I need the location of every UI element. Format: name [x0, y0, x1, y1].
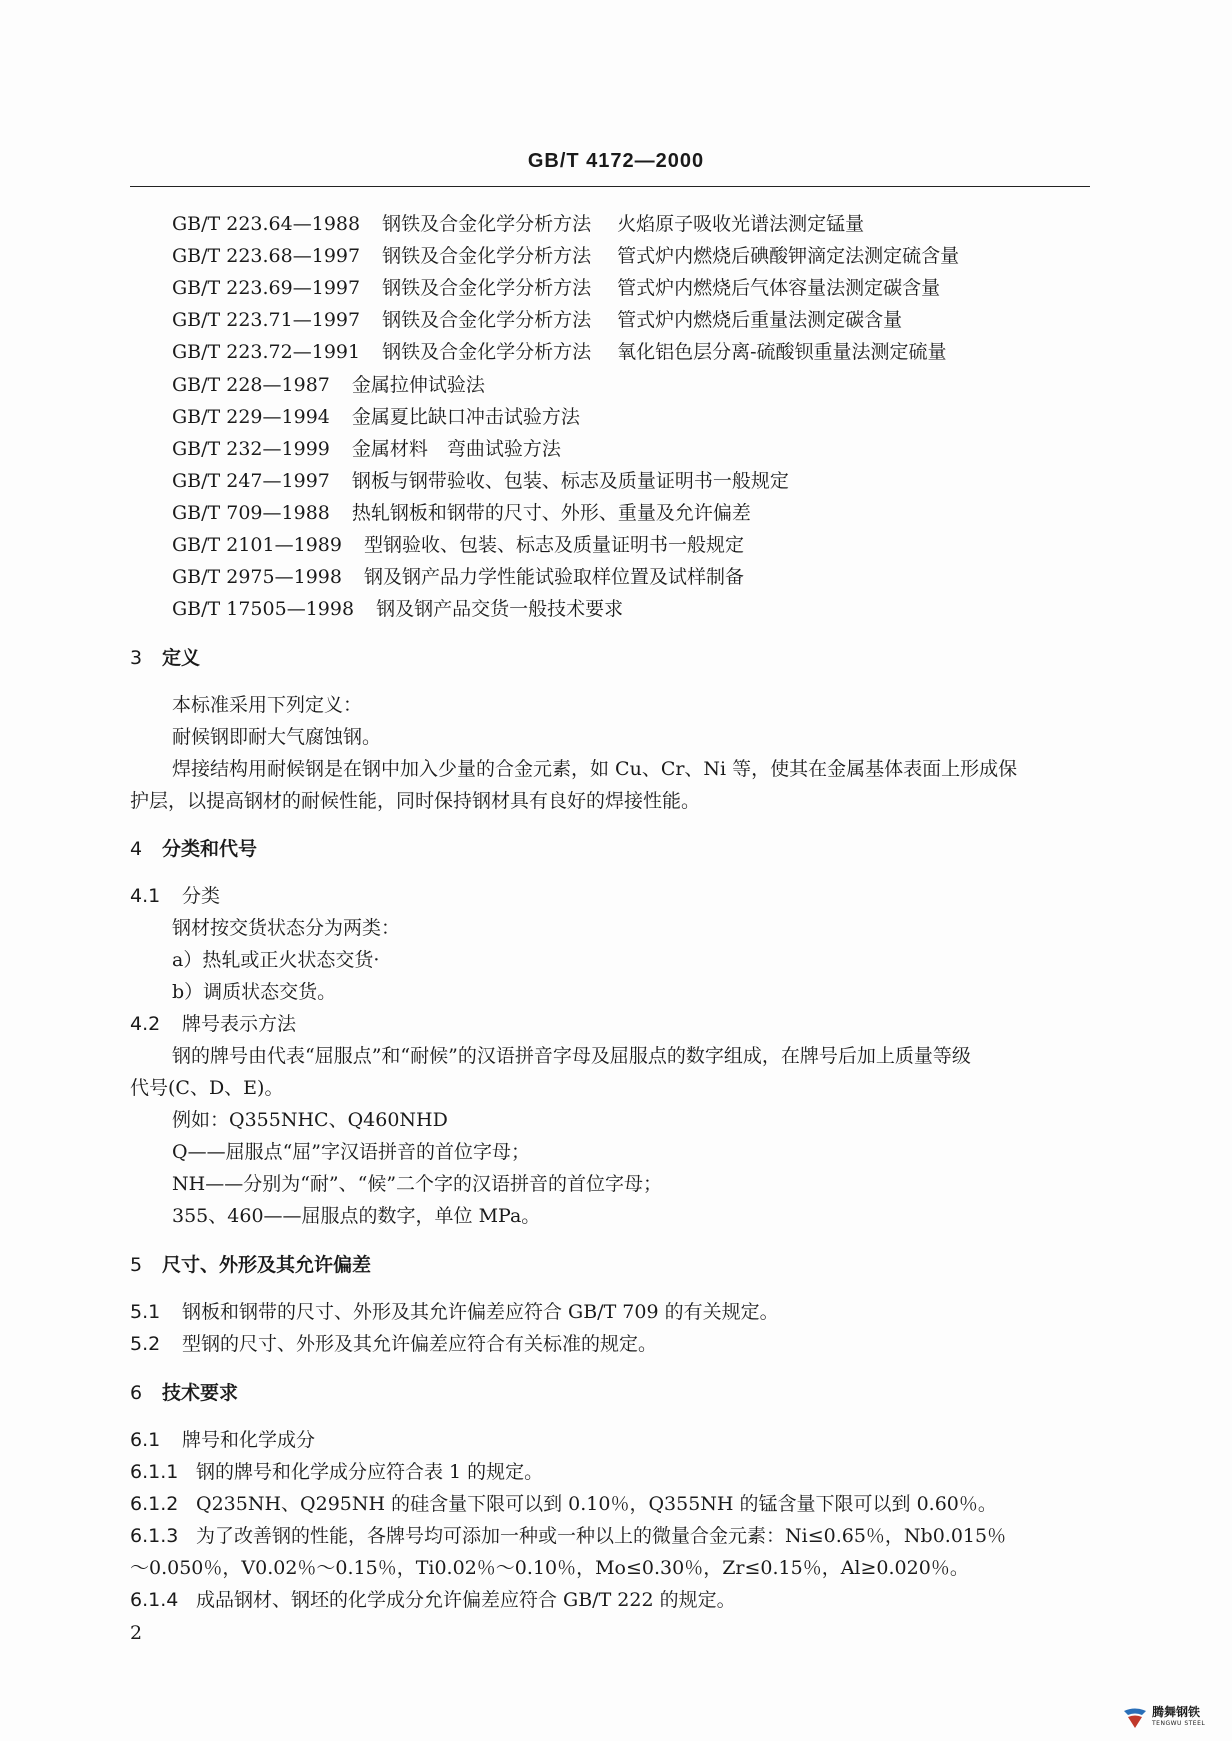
ref-item: [172, 244, 959, 268]
ref-item: [172, 276, 940, 300]
ref-title: 金属材料 弯曲试验方法: [351, 438, 561, 460]
ref-code: GB/T 223.71—1997: [172, 309, 361, 331]
ref-title: 钢铁及合金化学分析方法: [382, 341, 592, 363]
clause: 6.1.4 成品钢材、钢坯的化学成分允许偏差应符合 GB/T 222 的规定。: [130, 1589, 736, 1611]
paragraph: 耐候钢即耐大气腐蚀钢。: [172, 726, 382, 748]
ref-item: [172, 212, 864, 236]
ref-item: [172, 373, 485, 397]
list-item: b）调质状态交货。: [172, 981, 337, 1003]
subsection-heading: 4.1 分类: [130, 885, 221, 907]
ref-item: [172, 340, 947, 364]
ref-title: 型钢验收、包装、标志及质量证明书一般规定: [363, 534, 744, 556]
section-heading: 6 技术要求: [130, 1382, 239, 1404]
clause: 5.2 型钢的尺寸、外形及其允许偏差应符合有关标准的规定。: [130, 1333, 658, 1355]
ref-title: 热轧钢板和钢带的尺寸、外形、重量及允许偏差: [351, 502, 751, 524]
ref-title: 钢铁及合金化学分析方法: [382, 213, 592, 235]
ref-title: 钢铁及合金化学分析方法: [382, 277, 592, 299]
ref-title: 钢及钢产品交货一般技术要求: [376, 598, 624, 620]
ref-code: GB/T 232—1999: [172, 438, 330, 460]
ref-title: 钢铁及合金化学分析方法: [382, 245, 592, 267]
steel-logo-icon: [1122, 1707, 1148, 1729]
section-heading: 5 尺寸、外形及其允许偏差: [130, 1254, 372, 1276]
ref-code: GB/T 2101—1989: [172, 534, 342, 556]
document-header: GB/T 4172—2000: [527, 150, 705, 172]
subsection-heading: 4.2 牌号表示方法: [130, 1013, 297, 1035]
ref-item: [172, 469, 789, 493]
ref-title: 钢板与钢带验收、包装、标志及质量证明书一般规定: [351, 470, 789, 492]
paragraph: 钢的牌号由代表“屈服点”和“耐候”的汉语拼音字母及屈服点的数字组成，在牌号后加上质量等级: [172, 1045, 971, 1067]
ref-item: [172, 501, 751, 525]
clause: 5.1 钢板和钢带的尺寸、外形及其允许偏差应符合 GB/T 709 的有关规定。: [130, 1301, 779, 1323]
section-heading: 3 定义: [130, 647, 201, 669]
ref-item: [172, 308, 902, 332]
ref-method: 管式炉内燃烧后气体容量法测定碳含量: [617, 277, 941, 299]
ref-method: 管式炉内燃烧后重量法测定碳含量: [617, 309, 903, 331]
ref-code: GB/T 2975—1998: [172, 566, 342, 588]
page-number: 2: [130, 1622, 143, 1644]
ref-method: 火焰原子吸收光谱法测定锰量: [617, 213, 865, 235]
ref-code: GB/T 223.64—1988: [172, 213, 361, 235]
ref-code: GB/T 247—1997: [172, 470, 330, 492]
section-heading: 4 分类和代号: [130, 838, 258, 860]
paragraph: 本标准采用下列定义：: [172, 694, 363, 716]
paragraph: 钢材按交货状态分为两类：: [172, 917, 401, 939]
paragraph: NH——分别为“耐”、“候”二个字的汉语拼音的首位字母；: [172, 1173, 663, 1195]
ref-code: GB/T 229—1994: [172, 406, 330, 428]
ref-code: GB/T 223.69—1997: [172, 277, 361, 299]
ref-title: 钢及钢产品力学性能试验取样位置及试样制备: [363, 566, 744, 588]
clause-continuation: ～0.050％，V0.02％～0.15％，Ti0.02％～0.10％，Mo≤0.30％，Zr≤0.15％，Al≥0.020％。: [130, 1557, 969, 1579]
ref-title: 金属拉伸试验法: [351, 374, 485, 396]
ref-code: GB/T 709—1988: [172, 502, 330, 524]
paragraph: 例如：Q355NHC、Q460NHD: [172, 1109, 448, 1131]
ref-item: [172, 533, 744, 557]
ref-item: [172, 405, 580, 429]
ref-code: GB/T 223.72—1991: [172, 341, 361, 363]
ref-method: 管式炉内燃烧后碘酸钾滴定法测定硫含量: [617, 245, 960, 267]
ref-item: [172, 437, 561, 461]
logo-chinese-text: 腾舞钢铁: [1152, 1705, 1201, 1719]
paragraph: Q——屈服点“屈”字汉语拼音的首位字母；: [172, 1141, 531, 1163]
paragraph: 代号(C、D、E)。: [130, 1077, 284, 1099]
ref-title: 钢铁及合金化学分析方法: [382, 309, 592, 331]
ref-method: 氧化铝色层分离-硫酸钡重量法测定硫量: [617, 341, 947, 363]
ref-item: [172, 565, 744, 589]
ref-code: GB/T 228—1987: [172, 374, 330, 396]
watermark-logo: [1122, 1706, 1205, 1730]
ref-code: GB/T 17505—1998: [172, 598, 355, 620]
logo-english-text: TENGWU STEEL: [1152, 1720, 1206, 1727]
paragraph: 355、460——屈服点的数字，单位 MPa。: [172, 1205, 541, 1227]
ref-code: GB/T 223.68—1997: [172, 245, 361, 267]
clause: 6.1.1 钢的牌号和化学成分应符合表 1 的规定。: [130, 1461, 544, 1483]
clause: 6.1.3 为了改善钢的性能，各牌号均可添加一种或一种以上的微量合金元素：Ni≤0.65％，Nb0.015％: [130, 1525, 1007, 1547]
clause: 6.1.2 Q235NH、Q295NH 的硅含量下限可以到 0.10％，Q355NH 的锰含量下限可以到 0.60％。: [130, 1493, 997, 1515]
header-rule: [130, 186, 1090, 187]
ref-title: 金属夏比缺口冲击试验方法: [351, 406, 580, 428]
list-item: a）热轧或正火状态交货·: [172, 949, 380, 971]
paragraph: 护层，以提高钢材的耐候性能，同时保持钢材具有良好的焊接性能。: [130, 790, 701, 812]
ref-item: [172, 597, 623, 621]
paragraph: 焊接结构用耐候钢是在钢中加入少量的合金元素，如 Cu、Cr、Ni 等，使其在金属基体表面上形成保: [172, 758, 1018, 780]
subsection-heading: 6.1 牌号和化学成分: [130, 1429, 316, 1451]
